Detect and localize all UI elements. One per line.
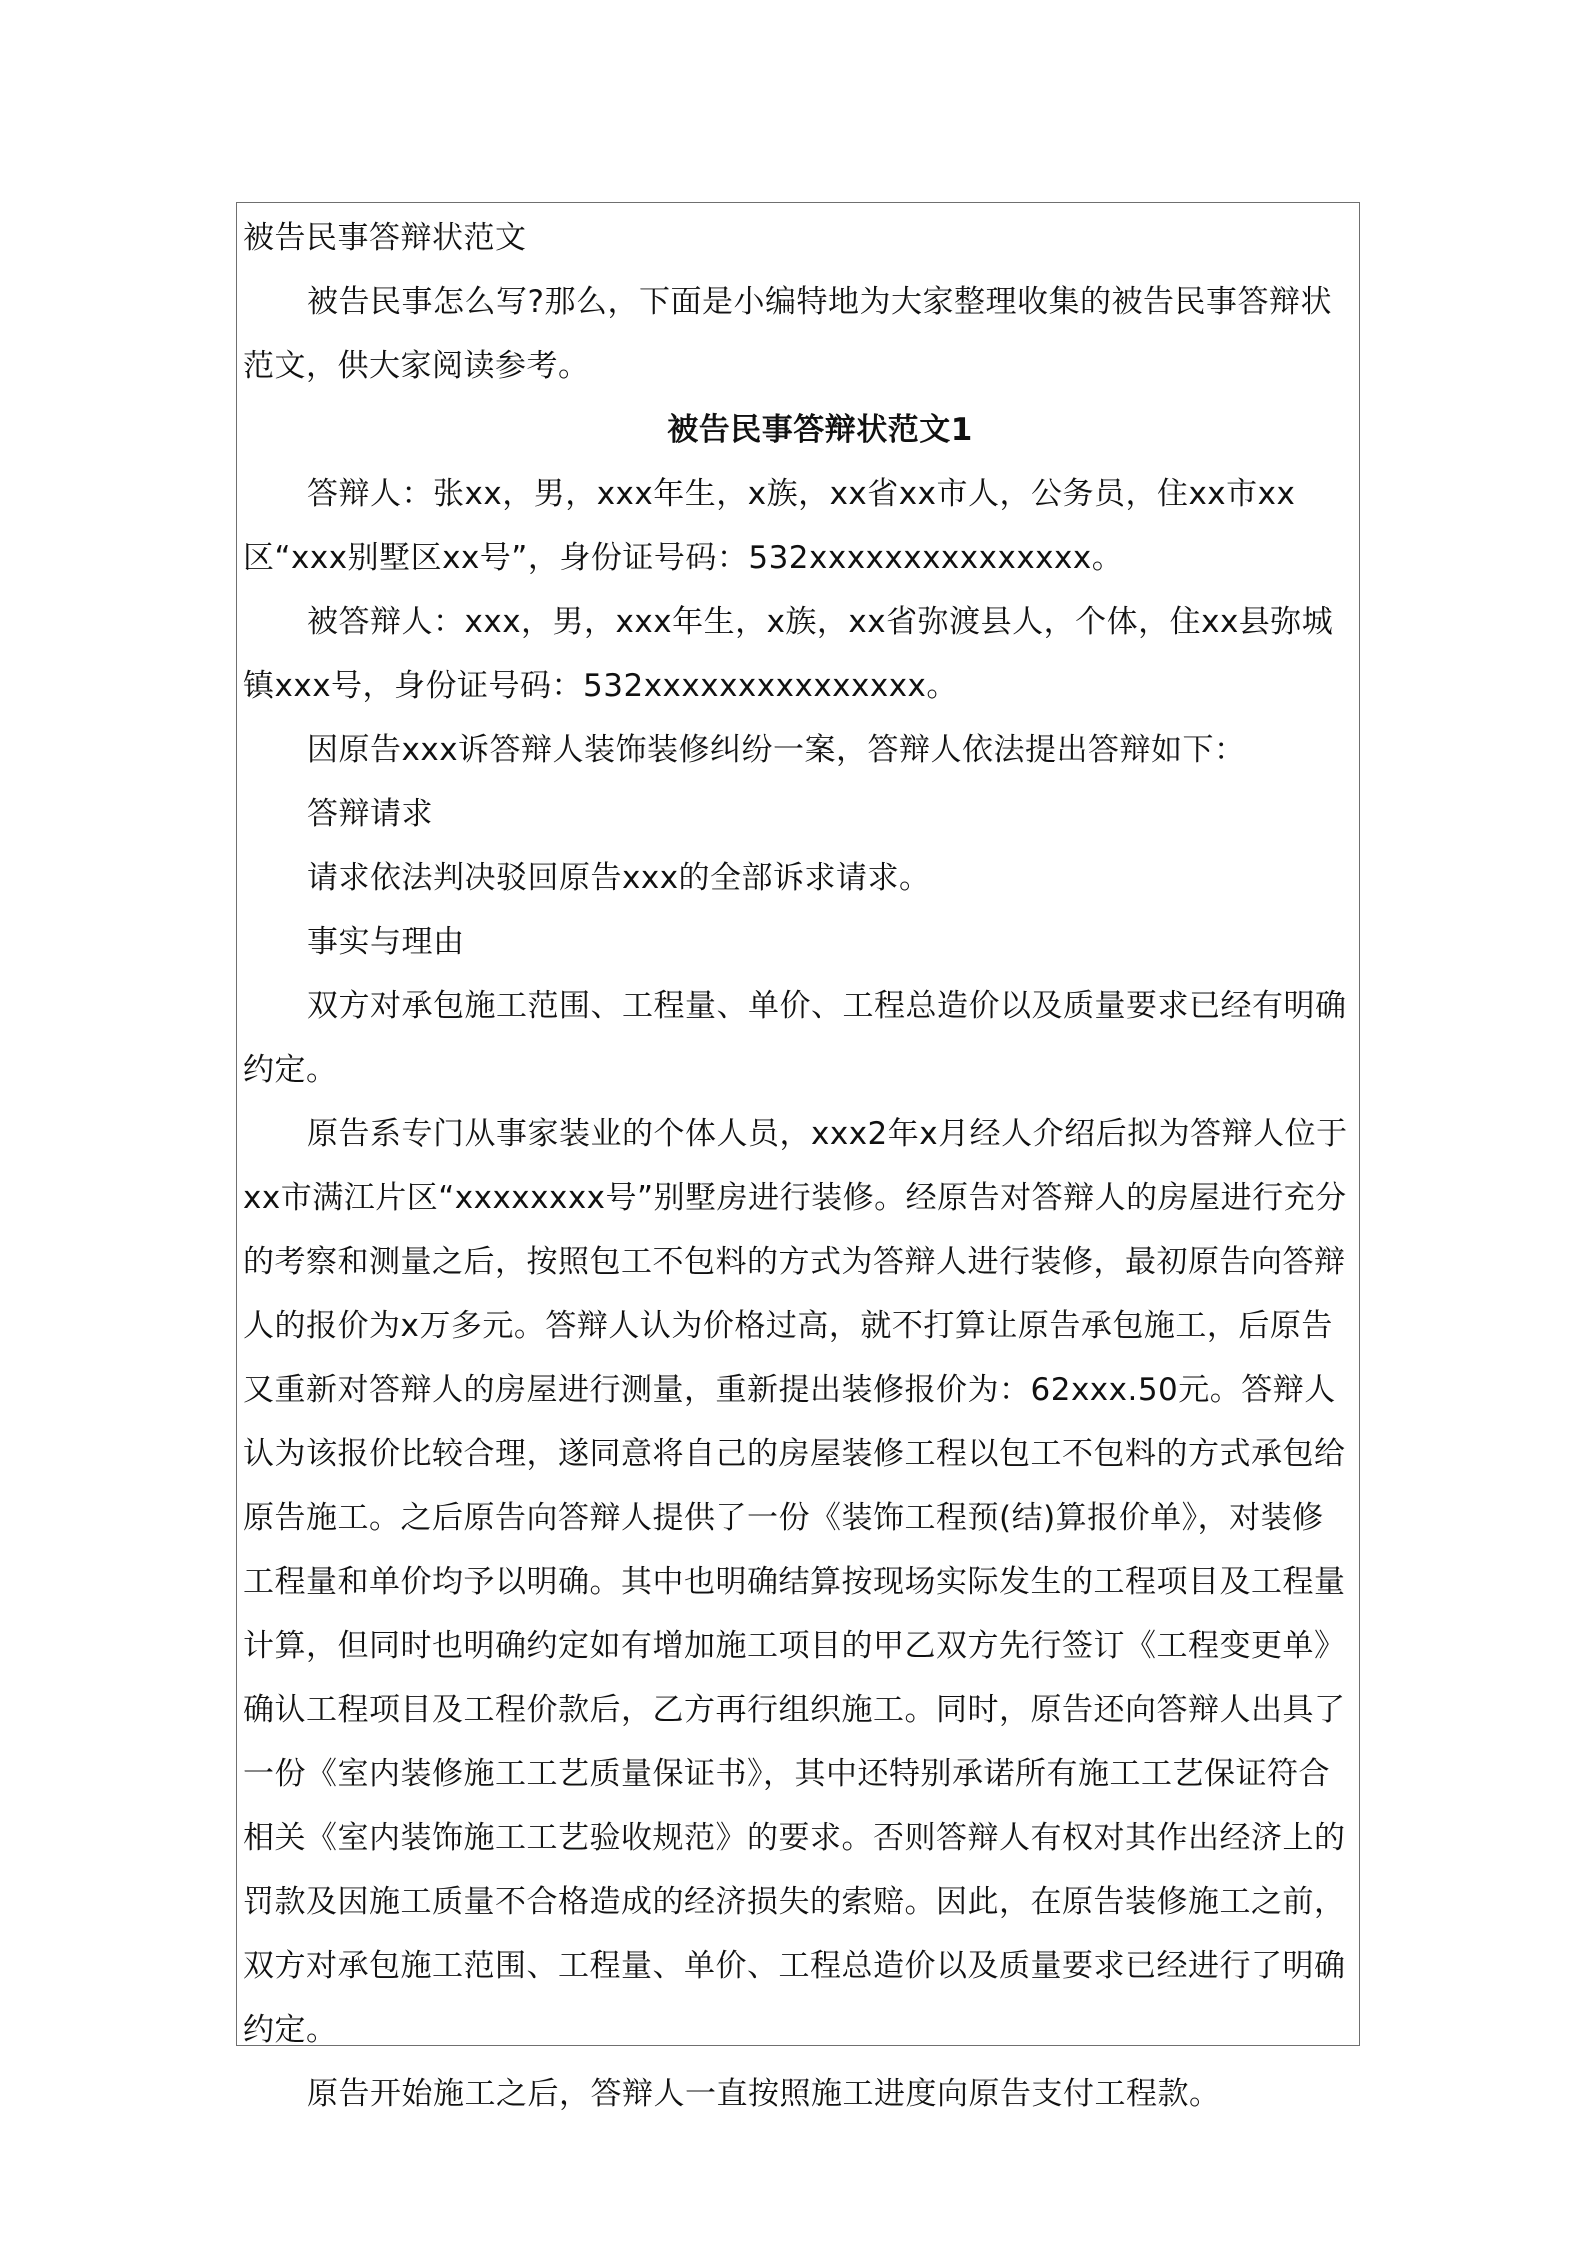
document-title: 被告民事答辩状范文: [243, 220, 527, 256]
facts-point-1: 双方对承包施工范围、工程量、单价、工程总造价以及质量要求已经有明确约定。: [243, 988, 1347, 1088]
document-body: [243, 206, 1353, 2126]
respondent-paragraph: 答辩人：张xx，男，xxx年生，x族，xx省xx市人，公务员，住xx市xx区“xxx别墅区xx号”，身份证号码：532xxxxxxxxxxxxxxx。: [243, 476, 1296, 576]
cause-paragraph: 因原告xxx诉答辩人装饰装修纠纷一案，答辩人依法提出答辩如下：: [307, 732, 1246, 768]
request-paragraph: 请求依法判决驳回原告xxx的全部诉求请求。: [307, 860, 931, 896]
payment-paragraph: 原告开始施工之后，答辩人一直按照施工进度向原告支付工程款。: [307, 2076, 1221, 2112]
intro-paragraph: 被告民事怎么写?那么，下面是小编特地为大家整理收集的被告民事答辩状范文，供大家阅读参考。: [243, 284, 1332, 384]
section-subtitle: 被告民事答辩状范文1: [667, 412, 973, 448]
facts-point-1-detail: 原告系专门从事家装业的个体人员，xxx2年x月经人介绍后拟为答辩人位于xx市满江片区“xxxxxxxx号”别墅房进行装修。经原告对答辩人的房屋进行充分的考察和测量之后，按照包工不包料的方式为答辩人进行装修，最初原告向答辩人的报价为x万多元。答辩人认为价格过高，就不打算让原告承包施工，后原告又重新对答辩人的房屋进行测量，重新提出装修报价为：62xxx.50元。答辩人认为该报价比较合理，遂同意将自己的房屋装修工程以包工不包料的方式承包给原告施工。之后原告向答辩人提供了一份《装饰工程预(结)算报价单》，对装修工程量和单价均予以明确。其中也明确结算按现场实际发生的工程项目及工程量计算，但同时也明确约定如有增加施工项目的甲乙双方先行签订《工程变更单》确认工程项目及工程价款后，乙方再行组织施工。同时，原告还向答辩人出具了一份《室内装修施工工艺质量保证书》，其中还特别承诺所有施工工艺保证符合相关《室内装饰施工工艺验收规范》的要求。否则答辩人有权对其作出经济上的罚款及因施工质量不合格造成的经济损失的索赔。因此，在原告装修施工之前，双方对承包施工范围、工程量、单价、工程总造价以及质量要求已经进行了明确约定。: [243, 1116, 1348, 2048]
defendant-paragraph: 被答辩人：xxx，男，xxx年生，x族，xx省弥渡县人，个体，住xx县弥城镇xxx号，身份证号码：532xxxxxxxxxxxxxxx。: [243, 604, 1334, 704]
facts-heading: 事实与理由: [307, 924, 465, 960]
request-heading: 答辩请求: [307, 796, 433, 832]
